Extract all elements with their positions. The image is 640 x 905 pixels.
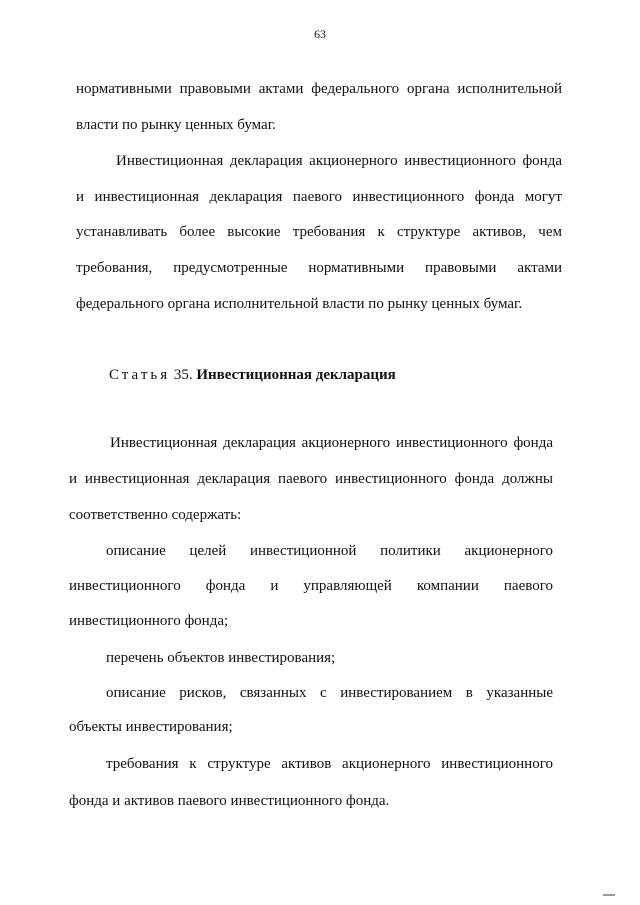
paragraph-line: федерального органа исполнительной власти по рынку ценных бумаг. xyxy=(76,296,523,312)
page-number: 63 xyxy=(314,27,326,41)
scan-mark xyxy=(603,894,615,896)
paragraph-line: и инвестиционная декларация паевого инвестиционного фонда могут xyxy=(76,189,562,205)
article-prefix: Статья xyxy=(109,367,171,383)
list-item-line: описание целей инвестиционной политики акционерного xyxy=(106,543,553,559)
paragraph-line: нормативными правовыми актами федерального органа исполнительной xyxy=(76,81,562,97)
article-title: Инвестиционная декларация xyxy=(196,367,396,383)
list-item-line: требования к структуре активов акционерного инвестиционного xyxy=(106,756,553,772)
paragraph-line: власти по рынку ценных бумаг. xyxy=(76,117,276,133)
list-item-line: описание рисков, связанных с инвестированием в указанные xyxy=(106,685,553,701)
list-item-line: перечень объектов инвестирования; xyxy=(106,650,336,666)
paragraph-line: устанавливать более высокие требования к структуре активов, чем xyxy=(76,224,562,240)
list-item-line: объекты инвестирования; xyxy=(69,719,233,735)
paragraph-line: соответственно содержать: xyxy=(69,507,242,523)
list-item-line: инвестиционного фонда и управляющей компании паевого xyxy=(69,578,553,594)
article-number: 35. xyxy=(173,367,193,383)
list-item-line: фонда и активов паевого инвестиционного фонда. xyxy=(69,793,390,809)
paragraph-line: и инвестиционная декларация паевого инвестиционного фонда должны xyxy=(69,471,553,487)
paragraph-line: Инвестиционная декларация акционерного инвестиционного фонда xyxy=(110,435,553,451)
paragraph-line: требования, предусмотренные нормативными правовыми актами xyxy=(76,260,562,276)
paragraph-line: Инвестиционная декларация акционерного инвестиционного фонда xyxy=(116,153,562,169)
list-item-line: инвестиционного фонда; xyxy=(69,613,229,629)
article-heading xyxy=(109,365,396,385)
